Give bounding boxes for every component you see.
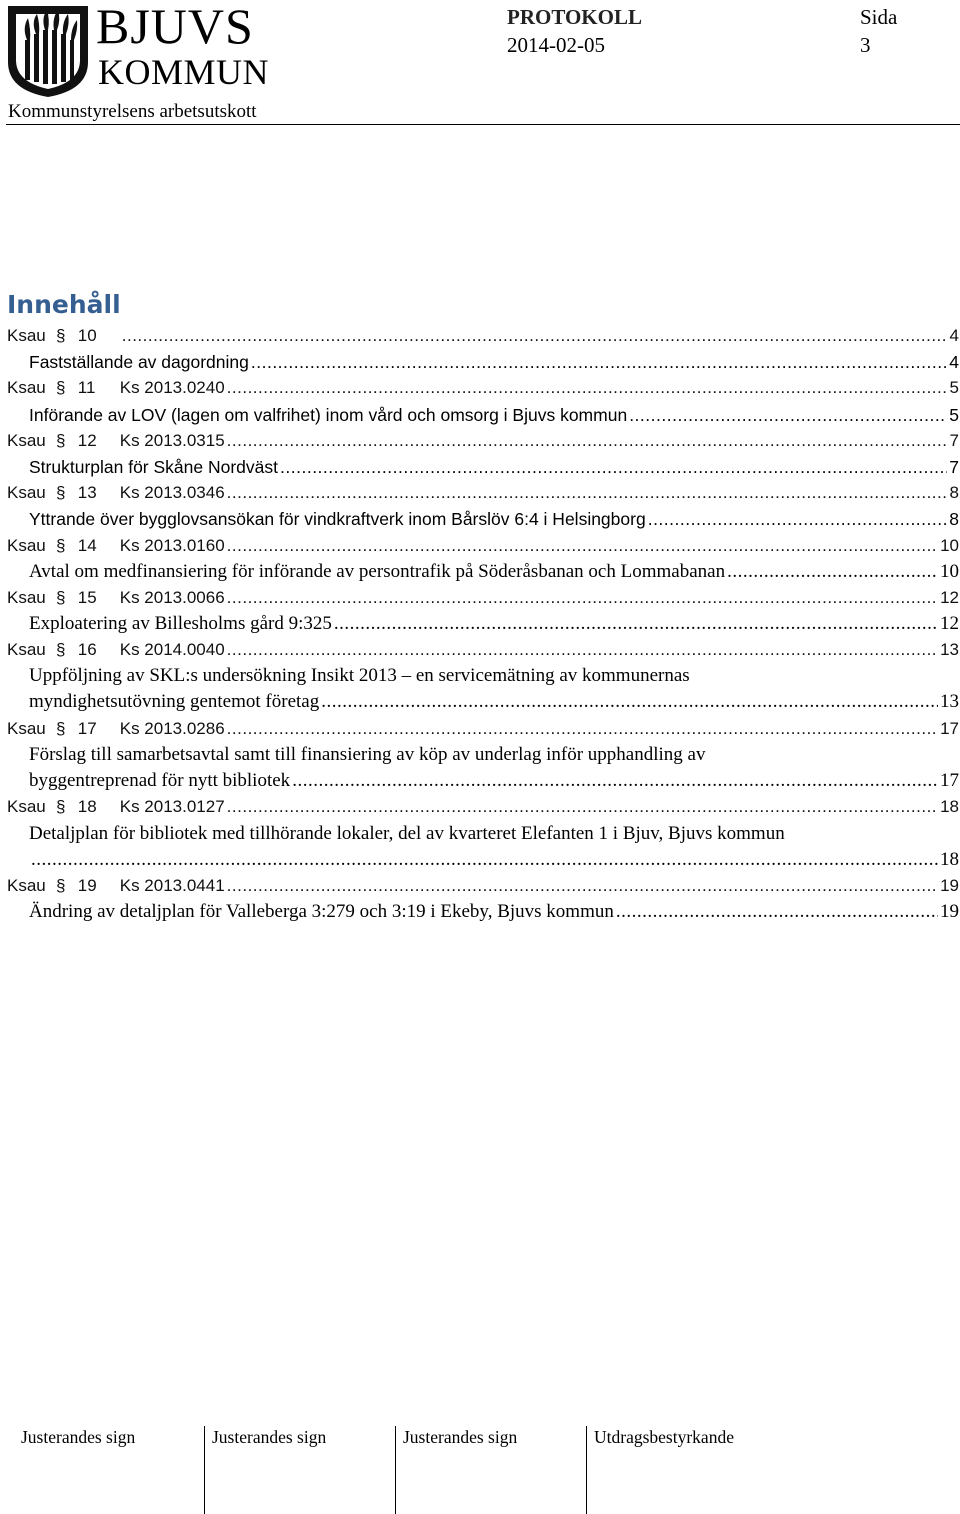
toc-entry-row bbox=[7, 323, 959, 349]
toc-entry-prefix: Ksau bbox=[7, 430, 46, 450]
toc-entry-case-number: Ks 2013.0346 bbox=[119, 483, 225, 503]
dot-leader bbox=[321, 689, 938, 715]
dot-leader bbox=[616, 899, 938, 925]
toc-entry-page: 13 bbox=[940, 640, 959, 660]
page-label: Sida bbox=[860, 5, 898, 29]
toc-entry-page: 13 bbox=[940, 691, 959, 713]
toc-entry-case-number: Ks 2013.0286 bbox=[119, 718, 225, 738]
footer-certification-label: Utdragsbestyrkande bbox=[594, 1427, 734, 1447]
header-divider bbox=[6, 124, 960, 125]
toc-entry-page: 10 bbox=[940, 560, 959, 582]
footer-sign-label-1: Justerandes sign bbox=[21, 1427, 136, 1447]
toc-entry-row bbox=[7, 689, 959, 715]
toc-entry-topic[interactable] bbox=[7, 611, 959, 637]
toc-entry-page: 8 bbox=[949, 509, 959, 530]
dot-leader bbox=[334, 611, 938, 637]
toc-entry-topic[interactable] bbox=[7, 402, 959, 428]
toc-entry-row bbox=[7, 506, 959, 532]
toc-entry-meeting-item[interactable] bbox=[7, 480, 959, 506]
bjuvs-kommun-logo bbox=[6, 0, 270, 98]
dot-leader bbox=[251, 349, 947, 375]
toc-entry-case-number: Ks 2013.0066 bbox=[119, 587, 225, 607]
toc-entry-number: 10 bbox=[77, 326, 97, 345]
toc-entry-prefix: Ksau bbox=[7, 326, 46, 345]
toc-entry-title-line: Detaljplan för bibliotek med tillhörande lokaler, del av kvarteret Elefanten 1 i Bjuv, Bjuvs kommun bbox=[29, 822, 785, 844]
toc-entry-row bbox=[7, 637, 959, 663]
section-sign: § bbox=[56, 587, 66, 607]
page-number: 3 bbox=[860, 33, 871, 57]
toc-entry-page: 17 bbox=[940, 770, 959, 792]
dot-leader bbox=[227, 480, 948, 506]
toc-entry-page: 8 bbox=[949, 483, 959, 503]
footer-divider-2 bbox=[395, 1426, 396, 1514]
toc-entry-title: myndighetsutövning gentemot företag bbox=[29, 691, 320, 713]
toc-entry-topic[interactable] bbox=[7, 506, 959, 532]
toc-entry-row bbox=[7, 402, 959, 428]
toc-entry-title: Ändring av detaljplan för Valleberga 3:279 och 3:19 i Ekeby, Bjuvs kommun bbox=[29, 901, 614, 923]
toc-entry-page: 18 bbox=[940, 848, 959, 870]
dot-leader bbox=[31, 847, 938, 873]
section-sign: § bbox=[56, 483, 66, 503]
dot-leader bbox=[292, 768, 938, 794]
toc-heading: Innehåll bbox=[7, 290, 121, 319]
toc-entry-number: 16 bbox=[77, 640, 97, 660]
toc-entry-row bbox=[7, 611, 959, 637]
toc-entry-prefix: Ksau bbox=[7, 378, 46, 398]
toc-entry-meeting-item[interactable] bbox=[7, 873, 959, 899]
toc-entry-title: Införande av LOV (lagen om valfrihet) inom vård och omsorg i Bjuvs kommun bbox=[29, 404, 628, 425]
footer-divider-1 bbox=[204, 1426, 205, 1514]
toc-entry-page: 4 bbox=[949, 352, 959, 373]
toc-entry-meeting-item[interactable] bbox=[7, 585, 959, 611]
dot-leader bbox=[629, 402, 947, 428]
toc-entry-case-number: Ks 2013.0240 bbox=[119, 378, 225, 398]
dot-leader bbox=[227, 585, 938, 611]
toc-entry-meeting-item[interactable] bbox=[7, 637, 959, 663]
toc-entry-title: Avtal om medfinansiering för införande av persontrafik på Söderåsbanan och Lommabanan bbox=[29, 560, 726, 582]
toc-entry-topic[interactable] bbox=[7, 821, 959, 873]
meeting-date: 2014-02-05 bbox=[507, 33, 605, 57]
toc-entry-page: 19 bbox=[940, 901, 959, 923]
dot-leader bbox=[227, 794, 938, 820]
toc-entry-page: 5 bbox=[949, 378, 959, 398]
toc-entry-topic[interactable] bbox=[7, 349, 959, 375]
footer-sign-label-2: Justerandes sign bbox=[212, 1427, 327, 1447]
toc-entry-case-number: Ks 2013.0127 bbox=[119, 797, 225, 817]
toc-entry-row bbox=[7, 428, 959, 454]
toc-entry-row bbox=[7, 794, 959, 820]
toc-entry-title: Strukturplan för Skåne Nordväst bbox=[29, 456, 279, 477]
toc-entry-number: 18 bbox=[77, 797, 97, 817]
toc-entry-row bbox=[7, 768, 959, 794]
dot-leader bbox=[227, 716, 938, 742]
section-sign: § bbox=[56, 430, 66, 450]
dot-leader bbox=[227, 375, 948, 401]
section-sign: § bbox=[56, 378, 66, 398]
dot-leader bbox=[227, 637, 938, 663]
section-sign: § bbox=[56, 718, 66, 738]
toc-entry-prefix: Ksau bbox=[7, 535, 46, 555]
toc-entry-number: 17 bbox=[77, 718, 97, 738]
toc-entry-topic[interactable] bbox=[7, 742, 959, 794]
toc-entry-row bbox=[7, 716, 959, 742]
municipal-emblem-icon bbox=[6, 2, 90, 98]
toc-entry-prefix: Ksau bbox=[7, 718, 46, 738]
toc-entry-row bbox=[7, 847, 959, 873]
toc-entry-topic[interactable] bbox=[7, 559, 959, 585]
toc-entry-case-number: Ks 2013.0315 bbox=[119, 430, 225, 450]
toc-entry-title: Yttrande över bygglovsansökan för vindkraftverk inom Bårslöv 6:4 i Helsingborg bbox=[29, 509, 646, 530]
dot-leader bbox=[227, 873, 938, 899]
toc-entry-row bbox=[7, 899, 959, 925]
toc-entry-number: 14 bbox=[77, 535, 97, 555]
dot-leader bbox=[648, 506, 948, 532]
footer-sign-label-3: Justerandes sign bbox=[403, 1427, 518, 1447]
toc-entry-prefix: Ksau bbox=[7, 875, 46, 895]
toc-entry-meeting-item[interactable] bbox=[7, 533, 959, 559]
section-sign: § bbox=[56, 535, 66, 555]
toc-entry-number: 15 bbox=[77, 587, 97, 607]
section-sign: § bbox=[56, 326, 66, 345]
toc-entry-title-line: Förslag till samarbetsavtal samt till finansiering av köp av underlag inför upphandling av bbox=[29, 744, 706, 766]
toc-entry-meeting-item[interactable] bbox=[7, 375, 959, 401]
toc-entry-row bbox=[7, 559, 959, 585]
toc-entry-page: 10 bbox=[940, 535, 959, 555]
toc-entry-topic[interactable] bbox=[7, 454, 959, 480]
toc-entry-row bbox=[7, 873, 959, 899]
toc-entry-row bbox=[7, 533, 959, 559]
dot-leader bbox=[122, 323, 948, 349]
toc-entry-title: Fastställande av dagordning bbox=[29, 352, 249, 373]
toc-entry-row bbox=[7, 349, 959, 375]
section-sign: § bbox=[56, 875, 66, 895]
toc-entry-meeting-item[interactable] bbox=[7, 428, 959, 454]
toc-entry-case-number: Ks 2013.0160 bbox=[119, 535, 225, 555]
toc-entry-row bbox=[7, 454, 959, 480]
toc-entry-page: 4 bbox=[949, 326, 959, 345]
toc-entry-prefix: Ksau bbox=[7, 483, 46, 503]
logo-wordmark-bottom: KOMMUN bbox=[98, 52, 270, 92]
toc-entry-page: 5 bbox=[949, 404, 959, 425]
toc-entry-number: 13 bbox=[77, 483, 97, 503]
table-of-contents bbox=[7, 323, 959, 925]
toc-entry-number: 19 bbox=[77, 875, 97, 895]
toc-entry-number: 11 bbox=[77, 378, 96, 398]
toc-entry-title-line: Uppföljning av SKL:s undersökning Insikt 2013 – en servicemätning av kommunernas bbox=[29, 665, 690, 687]
toc-entry-title: byggentreprenad för nytt bibliotek bbox=[29, 770, 291, 792]
toc-entry-number: 12 bbox=[77, 430, 97, 450]
footer-divider-3 bbox=[586, 1426, 587, 1514]
toc-entry-prefix: Ksau bbox=[7, 640, 46, 660]
toc-entry-row bbox=[7, 480, 959, 506]
toc-entry-row bbox=[7, 375, 959, 401]
toc-entry-page: 7 bbox=[949, 430, 959, 450]
organization-name: Kommunstyrelsens arbetsutskott bbox=[8, 101, 257, 122]
toc-entry-meeting-item[interactable] bbox=[7, 323, 959, 349]
section-sign: § bbox=[56, 797, 66, 817]
toc-entry-case-number: Ks 2014.0040 bbox=[119, 640, 225, 660]
dot-leader bbox=[280, 454, 947, 480]
logo-wordmark-top: BJUVS bbox=[96, 0, 254, 54]
toc-entry-prefix: Ksau bbox=[7, 587, 46, 607]
document-type: PROTOKOLL bbox=[507, 5, 642, 29]
dot-leader bbox=[727, 559, 938, 585]
toc-entry-page: 7 bbox=[949, 456, 959, 477]
toc-entry-meeting-item[interactable] bbox=[7, 794, 959, 820]
toc-entry-page: 18 bbox=[940, 797, 959, 817]
toc-entry-prefix: Ksau bbox=[7, 797, 46, 817]
toc-entry-title: Exploatering av Billesholms gård 9:325 bbox=[29, 613, 332, 635]
toc-entry-page: 12 bbox=[940, 613, 959, 635]
toc-entry-page: 19 bbox=[940, 875, 959, 895]
section-sign: § bbox=[56, 640, 66, 660]
toc-entry-meeting-item[interactable] bbox=[7, 716, 959, 742]
dot-leader bbox=[227, 428, 948, 454]
dot-leader bbox=[227, 533, 938, 559]
toc-entry-topic[interactable] bbox=[7, 899, 959, 925]
toc-entry-topic[interactable] bbox=[7, 663, 959, 715]
toc-entry-page: 17 bbox=[940, 718, 959, 738]
toc-entry-case-number: Ks 2013.0441 bbox=[119, 875, 225, 895]
toc-entry-row bbox=[7, 585, 959, 611]
toc-entry-page: 12 bbox=[940, 587, 959, 607]
